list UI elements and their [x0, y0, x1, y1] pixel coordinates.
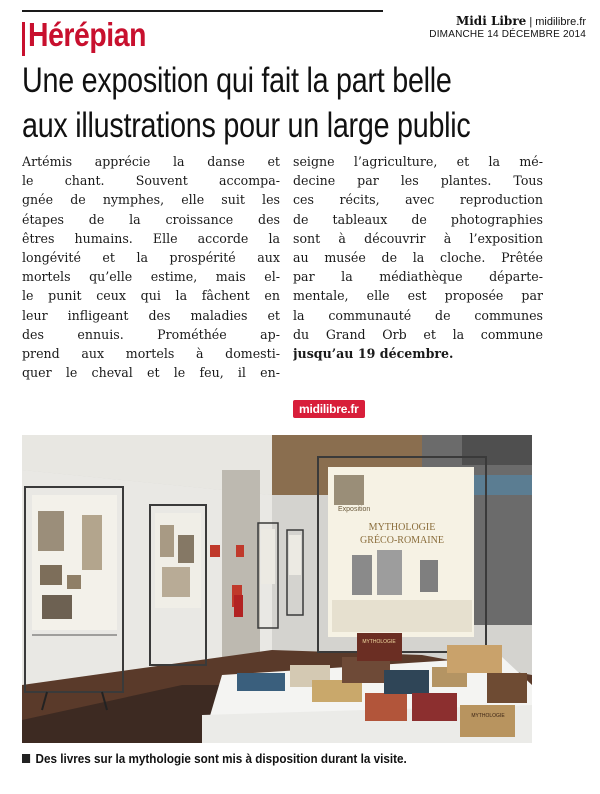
- body-line: ces récits, avec reproduction: [293, 192, 543, 208]
- body-line: du Grand Orb et la commune: [293, 326, 543, 342]
- body-line: leur infligeant des maladies et: [22, 307, 280, 323]
- body-line: au musée de la cloche. Prêtée: [293, 249, 543, 265]
- body-line: par la médiathèque départe-: [293, 269, 543, 285]
- body-line: seigne l’agriculture, et la mé-: [293, 154, 543, 169]
- body-line: sont à découvrir à l’exposition: [293, 230, 543, 246]
- body-line-emphasis: [293, 344, 543, 363]
- body-column-1: [22, 152, 280, 382]
- signature-badge: midilibre.fr: [293, 400, 365, 418]
- photo-caption: [22, 751, 407, 766]
- closing-date-text: jusqu’au 19 décembre.: [293, 345, 454, 361]
- brand-site: midilibre.fr: [535, 16, 586, 28]
- caption-bullet: [22, 754, 30, 763]
- banner-title-line-1: MYTHOLOGIE: [368, 522, 436, 533]
- book-title-1: MYTHOLOGIE: [362, 639, 396, 645]
- body-line: longévité et la prospérité aux: [22, 249, 280, 265]
- brand-name: Midi Libre: [455, 14, 527, 28]
- exhibition-photo-illustration: [22, 435, 532, 743]
- body-line: le chant. Souvent accompa-: [22, 173, 280, 189]
- banner-title-line-2: GRÉCO-ROMAINE: [360, 535, 444, 546]
- body-line: des ennuis. Prométhée ap-: [22, 326, 280, 342]
- headline-line-1: Une exposition qui fait la part belle: [22, 61, 452, 100]
- article-headline: [22, 58, 555, 148]
- body-line: êtres humains. Elle accorde la: [22, 230, 280, 246]
- body-line: mentale, elle est proposée par: [293, 288, 543, 304]
- body-line: prend aux mortels à domesti-: [22, 345, 280, 361]
- body-line: étapes de la croissance des: [22, 211, 280, 227]
- section-title: Hérépian: [28, 16, 147, 53]
- section-marker: [22, 22, 25, 56]
- body-line: gnée de nymphes, elle suit les: [22, 192, 280, 208]
- body-line: Artémis apprécie la danse et: [22, 154, 280, 169]
- body-line: la communauté de communes: [293, 307, 543, 323]
- body-line: de tableaux de photographies: [293, 211, 543, 227]
- masthead: [429, 14, 586, 40]
- body-column-2: [293, 152, 543, 363]
- book-title-2: MYTHOLOGIE: [471, 713, 505, 719]
- body-line: mortels qu’elle estime, mais el-: [22, 269, 280, 285]
- top-rule: [22, 10, 383, 12]
- body-line: decine par les plantes. Tous: [293, 173, 543, 189]
- caption-text: Des livres sur la mythologie sont mis à disposition durant la visite.: [35, 751, 407, 766]
- body-line: quer le cheval et le feu, il en-: [22, 365, 280, 381]
- headline-line-2: aux illustrations pour un large public: [22, 106, 471, 145]
- body-line: le punit ceux qui la fâchent en: [22, 288, 280, 304]
- exhibition-photo: [22, 435, 532, 743]
- banner-exposition-label: Exposition: [338, 506, 371, 513]
- masthead-brand: Midi Libre | midilibre.fr: [455, 14, 586, 28]
- publication-date: DIMANCHE 14 DÉCEMBRE 2014: [429, 29, 586, 40]
